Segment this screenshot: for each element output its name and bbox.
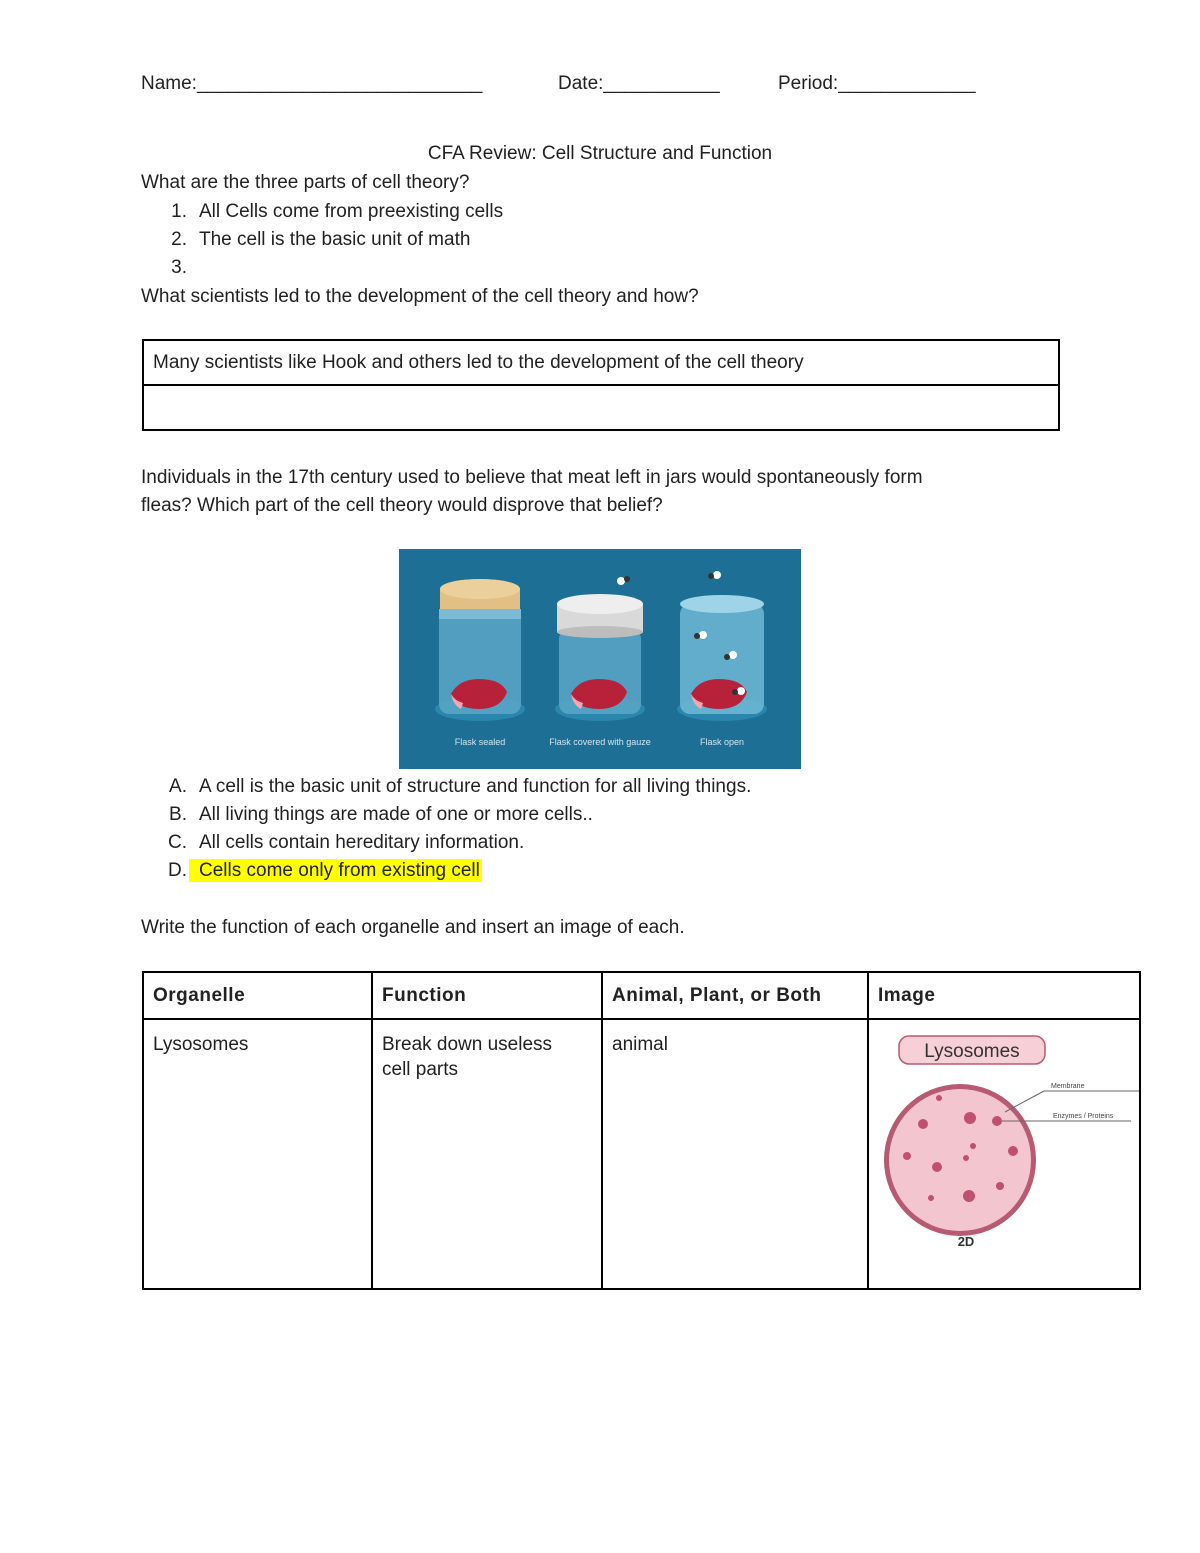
table-row <box>143 1019 1140 1289</box>
document-title: CFA Review: Cell Structure and Function <box>427 143 773 164</box>
cell-function[interactable] <box>372 1019 602 1289</box>
question-spontaneous-generation-line2: fleas? Which part of the cell theory would disprove that belief? <box>141 495 663 516</box>
caption-flask-open: Flask open <box>699 737 745 747</box>
highlighted-answer: Cells come only from existing cell <box>189 859 482 882</box>
choice-item-selected <box>151 860 482 882</box>
choice-item <box>151 804 593 826</box>
header-function: Function <box>372 972 602 1019</box>
question-cell-theory: What are the three parts of cell theory? <box>141 172 470 193</box>
diagram-title: Lysosomes <box>924 1041 1020 1062</box>
list-number: 3. <box>171 257 187 278</box>
choice-letter: A. <box>169 776 187 797</box>
choice-letter: D. <box>168 860 187 881</box>
cell-organelle[interactable]: Lysosomes <box>143 1019 372 1289</box>
jars-illustration <box>399 549 801 769</box>
table-header-row <box>143 972 1140 1019</box>
caption-flask-gauze: Flask covered with gauze <box>549 737 651 747</box>
list-item <box>151 201 503 223</box>
choice-text: All living things are made of one or more cells.. <box>199 804 593 825</box>
list-number: 2. <box>171 229 187 250</box>
answer-row[interactable] <box>143 385 1059 430</box>
choice-text: A cell is the basic unit of structure and function for all living things. <box>199 776 752 797</box>
date-field-label: Date:___________ <box>558 73 720 94</box>
header-organelle: Organelle <box>143 972 372 1019</box>
lysosome-diagram <box>869 1020 1139 1276</box>
header-type: Animal, Plant, or Both <box>602 972 868 1019</box>
diagram-label-enzymes: Enzymes / Proteins <box>1053 1113 1114 1120</box>
choice-text: All cells contain hereditary information. <box>199 832 525 853</box>
list-item-text: All Cells come from preexisting cells <box>199 201 504 222</box>
diagram-label-membrane: Membrane <box>1051 1083 1085 1090</box>
list-item <box>151 229 470 251</box>
choice-letter: B. <box>169 804 187 825</box>
organelle-instruction: Write the function of each organelle and insert an image of each. <box>141 917 685 938</box>
answer-row[interactable]: Many scientists like Hook and others led to the development of the cell theory <box>143 340 1059 385</box>
jar-gauze <box>555 576 645 721</box>
cell-type[interactable]: animal <box>602 1019 868 1289</box>
question-scientists: What scientists led to the development of the cell theory and how? <box>141 286 699 307</box>
choice-item <box>151 832 524 854</box>
period-field-label: Period:_____________ <box>778 73 976 94</box>
list-item <box>151 257 199 279</box>
jars-experiment-image <box>399 549 801 769</box>
cell-image[interactable] <box>868 1019 1140 1289</box>
list-number: 1. <box>171 201 187 222</box>
choice-item <box>151 776 751 798</box>
question-spontaneous-generation: Individuals in the 17th century used to believe that meat left in jars would spontaneously form <box>141 467 923 488</box>
choice-letter: C. <box>168 832 187 853</box>
diagram-caption: 2D <box>957 1234 975 1249</box>
header-image: Image <box>868 972 1140 1019</box>
organelle-table <box>142 971 1141 1290</box>
answer-box <box>142 339 1060 431</box>
caption-flask-sealed: Flask sealed <box>454 737 506 747</box>
jar-sealed <box>435 579 525 721</box>
cell-function-text: Break down useless cell parts <box>382 1034 553 1080</box>
list-item-text: The cell is the basic unit of math <box>199 229 471 250</box>
name-field-label: Name:___________________________ <box>141 73 483 94</box>
